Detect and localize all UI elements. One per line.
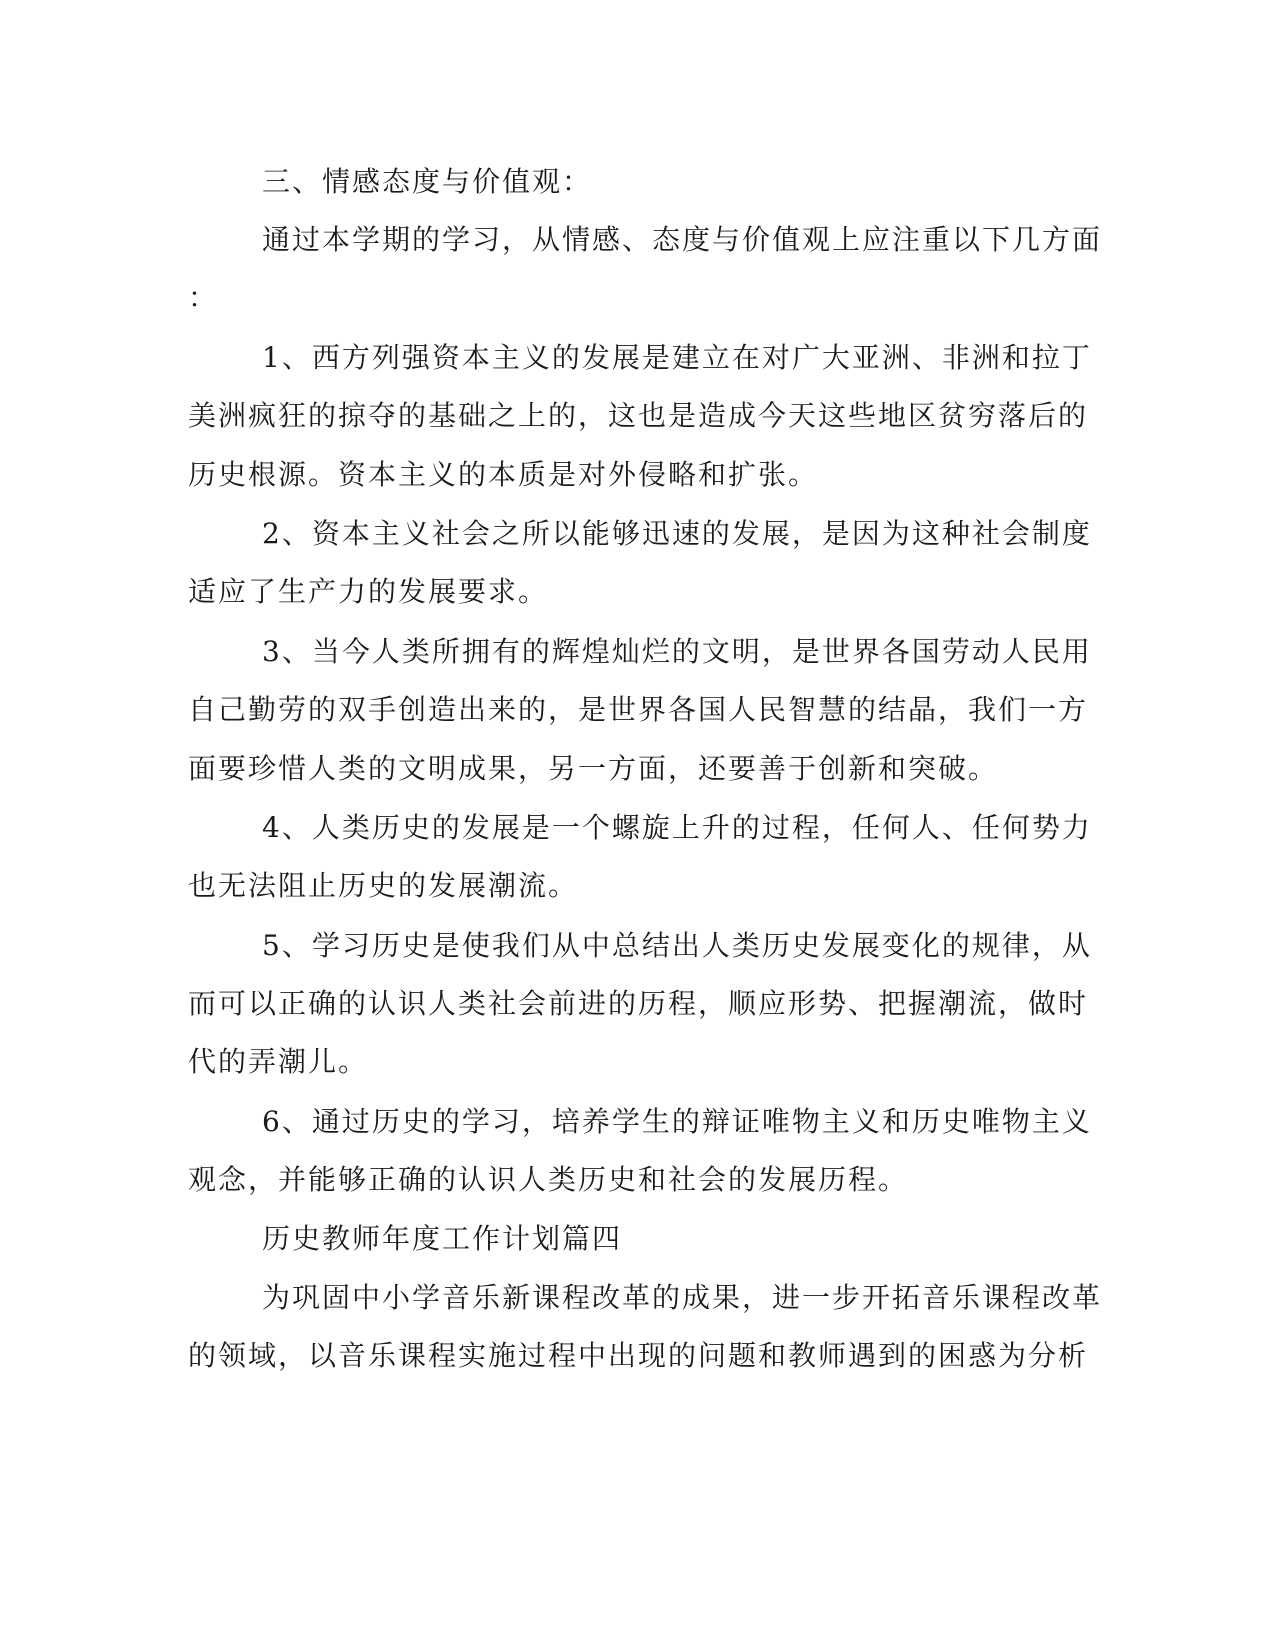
text-line: 适应了生产力的发展要求。 xyxy=(188,575,549,608)
text-line: 三、情感态度与价值观： xyxy=(262,165,593,198)
text-line: ： xyxy=(188,281,219,314)
paragraph-line xyxy=(0,864,1275,908)
text-line: 通过本学期的学习，从情感、态度与价值观上应注重以下几方面 xyxy=(262,223,1103,256)
paragraph-line xyxy=(0,630,1275,674)
text-line: 而可以正确的认识人类社会前进的历程，顺应形势、把握潮流，做时 xyxy=(188,987,1089,1020)
text-line: 1、西方列强资本主义的发展是建立在对广大亚洲、非洲和拉丁 xyxy=(262,341,1092,374)
text-line: 2、资本主义社会之所以能够迅速的发展，是因为这种社会制度 xyxy=(262,517,1092,550)
text-line: 也无法阻止历史的发展潮流。 xyxy=(188,869,579,902)
paragraph-line xyxy=(0,806,1275,850)
paragraph-line xyxy=(0,512,1275,556)
text-line: 6、通过历史的学习，培养学生的辩证唯物主义和历史唯物主义 xyxy=(262,1105,1092,1138)
paragraph-line xyxy=(0,1100,1275,1144)
text-line: 为巩固中小学音乐新课程改革的成果，进一步开拓音乐课程改革 xyxy=(262,1281,1103,1314)
text-line: 历史教师年度工作计划篇四 xyxy=(262,1222,623,1255)
paragraph-line xyxy=(0,924,1275,968)
text-line: 代的弄潮儿。 xyxy=(188,1045,369,1078)
paragraph-line xyxy=(0,336,1275,380)
paragraph-line xyxy=(0,1158,1275,1202)
paragraph-line xyxy=(0,218,1275,262)
paragraph-line xyxy=(0,1334,1275,1378)
text-line: 历史根源。资本主义的本质是对外侵略和扩张。 xyxy=(188,458,819,491)
paragraph-line xyxy=(0,982,1275,1026)
paragraph-line xyxy=(0,276,1275,320)
paragraph-line xyxy=(0,688,1275,732)
paragraph-line xyxy=(0,453,1275,497)
paragraph-line xyxy=(0,570,1275,614)
text-line: 5、学习历史是使我们从中总结出人类历史发展变化的规律，从 xyxy=(262,929,1092,962)
paragraph-line xyxy=(0,747,1275,791)
section-heading xyxy=(0,160,1275,204)
section-title xyxy=(0,1217,1275,1261)
paragraph-line xyxy=(0,394,1275,438)
paragraph-line xyxy=(0,1276,1275,1320)
text-line: 4、人类历史的发展是一个螺旋上升的过程，任何人、任何势力 xyxy=(262,811,1092,844)
text-line: 的领域，以音乐课程实施过程中出现的问题和教师遇到的困惑为分析 xyxy=(188,1339,1089,1372)
text-line: 美洲疯狂的掠夺的基础之上的，这也是造成今天这些地区贫穷落后的 xyxy=(188,399,1089,432)
text-line: 观念，并能够正确的认识人类历史和社会的发展历程。 xyxy=(188,1163,909,1196)
paragraph-line xyxy=(0,1040,1275,1084)
text-line: 面要珍惜人类的文明成果，另一方面，还要善于创新和突破。 xyxy=(188,752,999,785)
text-line: 3、当今人类所拥有的辉煌灿烂的文明，是世界各国劳动人民用 xyxy=(262,635,1092,668)
text-line: 自己勤劳的双手创造出来的，是世界各国人民智慧的结晶，我们一方 xyxy=(188,693,1089,726)
